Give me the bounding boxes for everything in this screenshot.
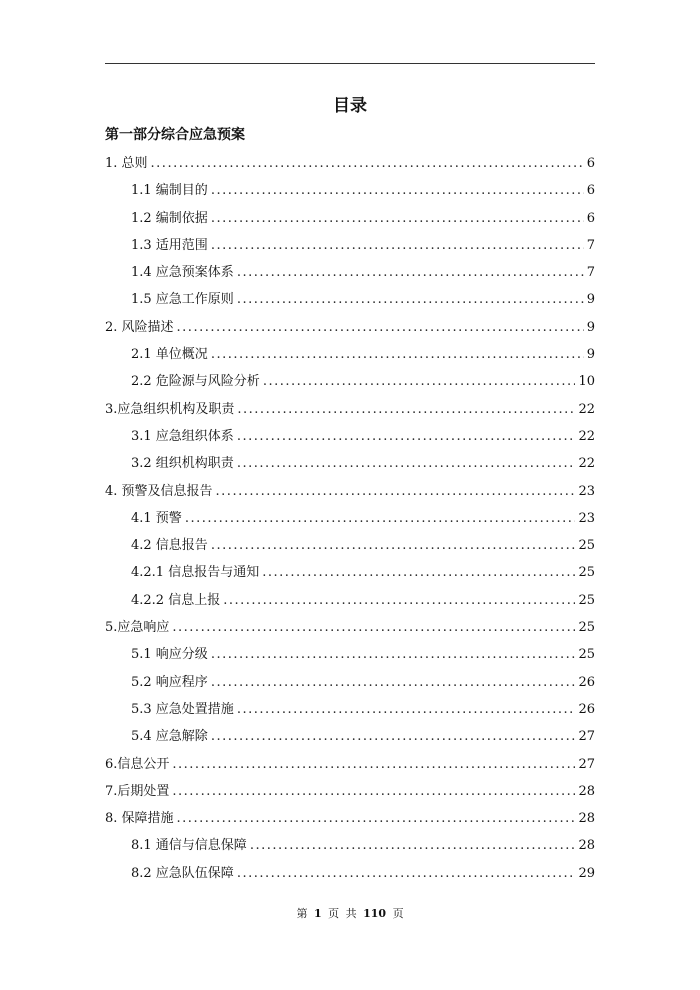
toc-dot-leader: [211, 723, 576, 750]
page-footer: [105, 905, 595, 921]
toc-entry-page: 28: [578, 811, 595, 827]
toc-entry-label: 7.后期处置: [105, 783, 170, 799]
toc-dot-leader: [237, 259, 584, 286]
toc-dot-leader: [250, 832, 576, 859]
toc-entry[interactable]: [105, 505, 595, 532]
toc-entry-page: 25: [578, 565, 595, 581]
toc-entry[interactable]: [105, 559, 595, 586]
toc-dot-leader: [237, 860, 576, 887]
toc-dot-leader: [211, 232, 584, 259]
toc-entry-label: 5.1 响应分级: [131, 647, 208, 663]
toc-entry-page: 6: [586, 156, 595, 171]
toc-entry-label: 8.2 应急队伍保障: [131, 865, 234, 881]
toc-entry[interactable]: [105, 259, 595, 286]
toc-entry[interactable]: [105, 150, 595, 177]
toc-entry[interactable]: [105, 205, 595, 232]
toc-entry-label: 4.2.2 信息上报: [131, 592, 221, 608]
header-rule: [105, 63, 595, 64]
toc-entry-label: 5.4 应急解除: [131, 729, 208, 745]
toc-entry[interactable]: [105, 696, 595, 723]
toc-dot-leader: [151, 150, 584, 177]
toc-entry-page: 26: [578, 701, 595, 717]
footer-middle: 页 共: [328, 907, 357, 920]
toc-entry-label: 4.2 信息报告: [131, 538, 208, 554]
toc-entry[interactable]: [105, 423, 595, 450]
toc-dot-leader: [172, 751, 575, 778]
toc-entry-page: 23: [578, 510, 595, 526]
toc-entry[interactable]: [105, 232, 595, 259]
toc-entry-page: 28: [578, 783, 595, 799]
toc-entry-label: 1.3 适用范围: [131, 237, 208, 253]
toc-entry-page: 22: [578, 428, 595, 444]
toc-entry-label: 4.1 预警: [131, 510, 182, 526]
toc-dot-leader: [216, 478, 576, 505]
footer-prefix: 第: [296, 907, 308, 920]
toc-entry[interactable]: [105, 669, 595, 696]
page-title: 目录: [333, 96, 367, 116]
toc-entry-label: 5.2 响应程序: [131, 674, 208, 690]
footer-suffix: 页: [392, 907, 404, 920]
toc-entry-page: 9: [586, 319, 595, 335]
footer-total-pages: 110: [363, 907, 387, 920]
toc-entry-page: 7: [586, 265, 595, 281]
toc-dot-leader: [211, 177, 584, 204]
toc-dot-leader: [237, 696, 576, 723]
toc-entry[interactable]: [105, 450, 595, 477]
toc-entry-page: 29: [578, 865, 595, 881]
toc-entry-page: 26: [578, 674, 595, 690]
toc-entry-label: 1.2 编制依据: [131, 210, 208, 226]
toc-entry-page: 10: [578, 374, 595, 390]
toc-dot-leader: [211, 205, 584, 232]
toc-entry-label: 3.1 应急组织体系: [131, 428, 234, 444]
toc-dot-leader: [237, 396, 575, 423]
toc-dot-leader: [211, 669, 576, 696]
toc-entry-page: 7: [586, 237, 595, 253]
toc-entry-label: 1.1 编制目的: [131, 183, 208, 199]
toc-dot-leader: [211, 341, 584, 368]
toc-entry[interactable]: [105, 832, 595, 859]
toc-entry-label: 1. 总则: [105, 156, 148, 171]
toc-entry-label: 5.应急响应: [105, 620, 170, 636]
toc-entry-page: 28: [578, 838, 595, 854]
toc-entry[interactable]: [105, 177, 595, 204]
toc-entry[interactable]: [105, 751, 595, 778]
toc-entry[interactable]: [105, 396, 595, 423]
toc-entry-page: 6: [586, 183, 595, 199]
toc-entry[interactable]: [105, 286, 595, 313]
toc-entry[interactable]: [105, 614, 595, 641]
toc-entry-page: 25: [578, 592, 595, 608]
toc-dot-leader: [172, 778, 575, 805]
toc-dot-leader: [211, 532, 576, 559]
toc-dot-leader: [237, 450, 576, 477]
footer-current-page: 1: [313, 907, 322, 920]
toc-dot-leader: [237, 423, 576, 450]
toc-entry-label: 4. 预警及信息报告: [105, 483, 213, 499]
toc-entry-page: 22: [578, 456, 595, 472]
toc-entry-page: 27: [578, 729, 595, 745]
toc-entry-page: 23: [578, 483, 595, 499]
toc-entry-label: 8.1 通信与信息保障: [131, 838, 247, 854]
toc-dot-leader: [185, 505, 576, 532]
toc-entry[interactable]: [105, 805, 595, 832]
toc-entry[interactable]: [105, 341, 595, 368]
toc-entry-page: 25: [578, 647, 595, 663]
toc-entry-label: 1.5 应急工作原则: [131, 292, 234, 308]
toc-entry[interactable]: [105, 860, 595, 887]
toc-entry-page: 6: [586, 210, 595, 226]
toc-dot-leader: [211, 641, 576, 668]
toc-entry-label: 3.2 组织机构职责: [131, 456, 234, 472]
toc-entry-label: 2.1 单位概况: [131, 347, 208, 363]
toc-dot-leader: [262, 559, 575, 586]
toc-entry-page: 9: [586, 347, 595, 363]
table-of-contents: [105, 150, 595, 887]
toc-dot-leader: [172, 614, 575, 641]
toc-entry[interactable]: [105, 587, 595, 614]
toc-entry-label: 6.信息公开: [105, 756, 170, 772]
part-heading: 第一部分综合应急预案: [105, 127, 245, 143]
toc-dot-leader: [223, 587, 575, 614]
toc-dot-leader: [263, 368, 576, 395]
toc-dot-leader: [177, 805, 576, 832]
toc-entry-label: 2.2 危险源与风险分析: [131, 374, 260, 390]
toc-entry-page: 25: [578, 538, 595, 554]
toc-entry-label: 4.2.1 信息报告与通知: [131, 565, 260, 581]
toc-dot-leader: [237, 286, 584, 313]
toc-entry-page: 27: [578, 756, 595, 772]
toc-entry-label: 1.4 应急预案体系: [131, 265, 234, 281]
toc-dot-leader: [177, 314, 584, 341]
toc-entry-label: 2. 风险描述: [105, 319, 174, 335]
toc-entry[interactable]: [105, 478, 595, 505]
toc-entry-page: 22: [578, 401, 595, 417]
toc-entry-label: 5.3 应急处置措施: [131, 701, 234, 717]
toc-entry-page: 25: [578, 620, 595, 636]
toc-entry[interactable]: [105, 723, 595, 750]
toc-entry-label: 8. 保障措施: [105, 811, 174, 827]
toc-entry[interactable]: [105, 641, 595, 668]
toc-entry[interactable]: [105, 368, 595, 395]
toc-entry-label: 3.应急组织机构及职责: [105, 401, 235, 417]
toc-entry-page: 9: [586, 292, 595, 308]
toc-entry[interactable]: [105, 532, 595, 559]
toc-entry[interactable]: [105, 314, 595, 341]
toc-entry[interactable]: [105, 778, 595, 805]
